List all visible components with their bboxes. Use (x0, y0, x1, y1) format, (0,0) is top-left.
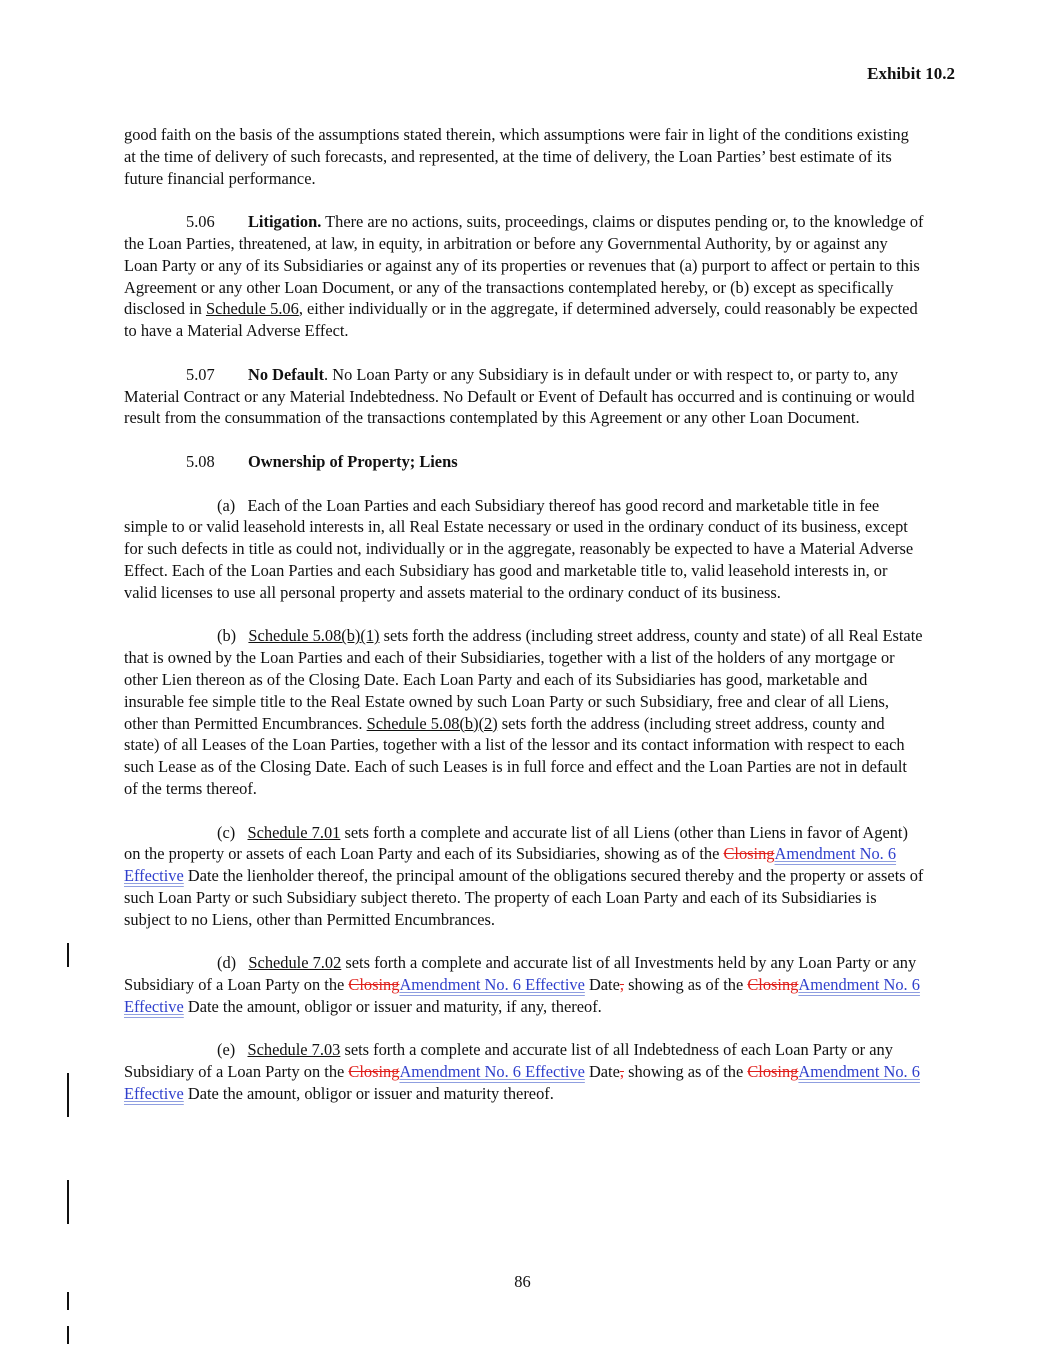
subsection-b (124, 625, 924, 799)
section-number: 5.06 (186, 212, 215, 232)
change-bar (67, 1292, 69, 1310)
deleted-comma: , (619, 1062, 624, 1082)
subsection-d (124, 952, 924, 1017)
intro-paragraph: good faith on the basis of the assumptions stated therein, which assumptions were fair in light of the conditions existing at the time of delivery of such forecasts, and represented, at the time of delivery, the Loan Parties’ best estimate of its future financial performance. (124, 125, 909, 188)
subsection-text: Date the amount, obligor or issuer and maturity thereof. (183, 1084, 554, 1104)
subsection-text: sets forth a complete and accurate list of all Liens (other than Liens in favor of Agent) on the property or assets of each Loan Party and each of its Subsidiaries, showing as of the (124, 822, 908, 864)
deleted-text: Closing (348, 1062, 400, 1082)
inserted-text: Amendment No. 6 Effective (124, 1062, 920, 1104)
change-bar (67, 1180, 69, 1224)
section-text: . No Loan Party or any Subsidiary is in default under or with respect to, or party to, any Material Contract or any Material Indebtedness. No Default or Event of Default has occurred and is continuing or would result from the consummation of the transactions contemplated by this Agreement or any other Loan Document. (124, 364, 915, 428)
inserted-text: Amendment No. 6 Effective (124, 975, 920, 1016)
change-bar (67, 943, 69, 967)
subsection-text: Each of the Loan Parties and each Subsidiary thereof has good record and marketable title in fee simple to or valid leasehold interests in, all Real Estate necessary or used in the ordinary conduct of its business, except for such defects in title as could not, individually or in the aggregate, reasonably be expected to have a Material Adverse Effect. Each of the Loan Parties and each Subsidiary has good and marketable title to, valid leasehold interests in, or valid licenses to use all personal property and assets material to the ordinary conduct of its business. (124, 495, 914, 602)
deleted-text: Closing (348, 975, 400, 995)
subsection-text: Date the lienholder thereof, the principal amount of the obligations secured thereby and the property or assets of such Loan Party or such Subsidiary subject thereto. The property of each Loan Party and each of its Subsidiaries is subject to no Liens, other than Permitted Encumbrances. (124, 866, 924, 929)
subsection-text: sets forth a complete and accurate list of all Investments held by any Loan Party or any Subsidiary of a Loan Party on the (124, 953, 917, 995)
document-body (124, 124, 924, 1127)
page-number: 86 (514, 1272, 531, 1291)
schedule-reference: Schedule 7.01 (247, 822, 341, 842)
subsection-text: Date (584, 975, 620, 995)
subsection-label: (e) (217, 1040, 236, 1060)
inserted-text: Amendment No. 6 Effective (124, 844, 897, 886)
schedule-reference: Schedule 7.02 (248, 953, 342, 973)
subsection-label: (a) (217, 495, 236, 515)
change-bar (67, 1073, 69, 1117)
deleted-text: Closing (747, 1062, 799, 1082)
section-5-06 (124, 211, 924, 342)
section-5-08-heading (124, 451, 924, 473)
subsection-text: sets forth the address (including street address, county and state) of all Real Estate that is owned by the Loan Parties and each of their Subsidiaries, together with a list of the holders of any mortgage or other Lien thereon as of the Closing Date. Each Loan Party and each of its Subsidiaries has good, marketable and insurable fee simple title to the Real Estate owned by such Loan Party or such Subsidiary, free and clear of all Liens, other than Permitted Encumbrances. (124, 626, 923, 733)
subsection-e (124, 1039, 924, 1104)
schedule-reference: Schedule 7.03 (247, 1040, 341, 1060)
subsection-text: Date (584, 1062, 620, 1082)
subsection-label: (b) (217, 626, 237, 646)
inserted-text: Amendment No. 6 Effective (399, 1062, 585, 1082)
inserted-text: Amendment No. 6 Effective (399, 975, 585, 995)
subsection-a (124, 495, 924, 604)
section-text: There are no actions, suits, proceedings, claims or disputes pending or, to the knowledge of the Loan Parties, threatened, at law, in equity, in arbitration or before any Governmental Authority, by or against any Loan Party or any of its Subsidiaries or against any of its properties or revenues that (a) purport to affect or pertain to this Agreement or any other Loan Document, or any of the transactions contemplated hereby, or (b) except as specifically disclosed in (124, 212, 924, 319)
subsection-text: sets forth a complete and accurate list of all Indebtedness of each Loan Party or any Subsidiary of a Loan Party on the (124, 1040, 893, 1082)
schedule-reference: Schedule 5.08(b)(1) (248, 626, 380, 646)
exhibit-label: Exhibit 10.2 (867, 64, 955, 83)
subsection-c (124, 822, 924, 931)
section-title: Litigation. (248, 212, 322, 232)
subsection-label: (d) (217, 953, 237, 973)
change-bar (67, 1326, 69, 1344)
section-title: Ownership of Property; Liens (248, 451, 458, 471)
subsection-text: Date the amount, obligor or issuer and maturity, if any, thereof. (183, 996, 602, 1016)
section-text: , either individually or in the aggregate, if determined adversely, could reasonably be expected to have a Material Adverse Effect. (124, 299, 918, 341)
schedule-reference: Schedule 5.06 (205, 299, 299, 319)
deleted-text: Closing (747, 975, 799, 995)
subsection-text: showing as of the (624, 1062, 748, 1082)
subsection-text: sets forth the address (including street address, county and state) of all Leases of the Loan Parties, together with a list of the lessor and its contact information with respect to each such Lease as of the Closing Date. Each of such Leases is in full force and effect and the Loan Parties are not in default of the terms thereof. (124, 713, 907, 798)
deleted-comma: , (619, 975, 624, 995)
section-number: 5.07 (186, 364, 215, 384)
schedule-reference: Schedule 5.08(b)(2) (366, 713, 498, 733)
subsection-text: showing as of the (624, 975, 748, 995)
section-title: No Default (248, 364, 325, 384)
deleted-text: Closing (723, 844, 775, 864)
section-number: 5.08 (186, 451, 215, 471)
section-5-07 (124, 364, 924, 429)
subsection-label: (c) (217, 822, 236, 842)
